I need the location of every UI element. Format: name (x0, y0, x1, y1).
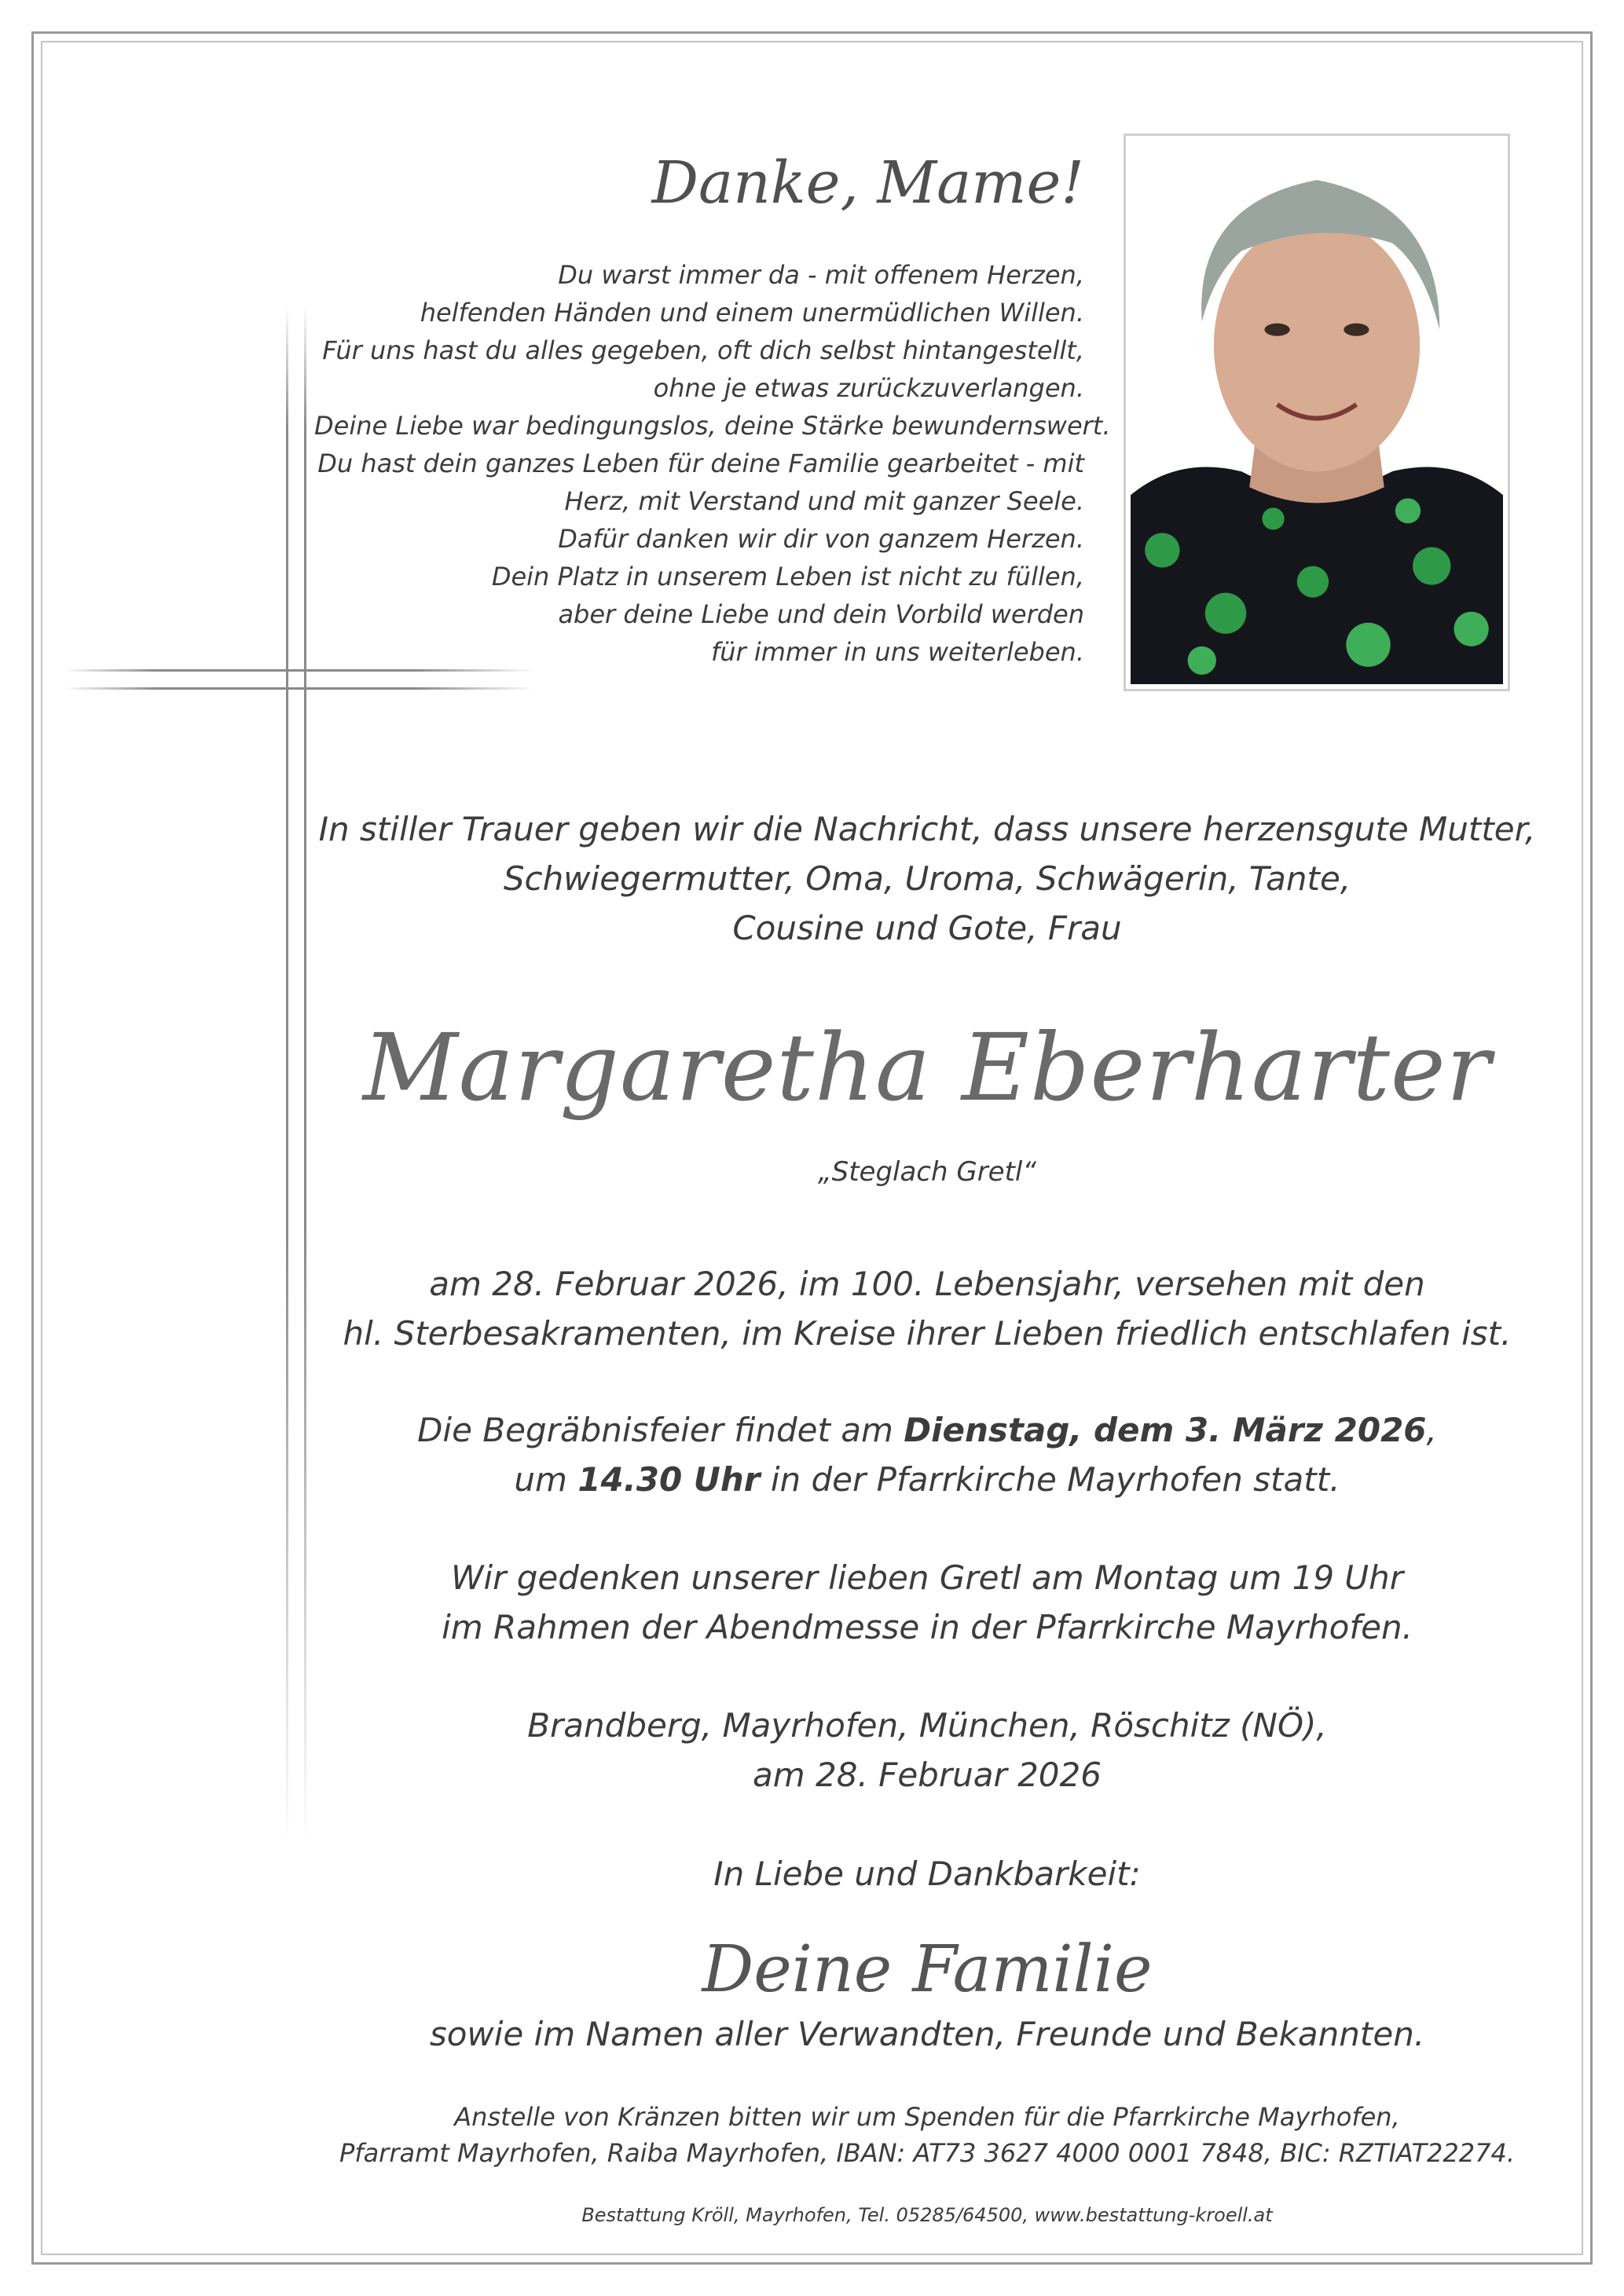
family-signature: Deine Familie (702, 1932, 1153, 2007)
memorial-line: im Rahmen der Abendmesse in der Pfarrkirche Mayrhofen. (442, 1608, 1413, 1646)
portrait-image (1131, 141, 1503, 684)
funeral-um: um (514, 1460, 578, 1499)
funeral-time: 14.30 Uhr (577, 1460, 761, 1499)
poem-line: Deine Liebe war bedingungslos, deine Stärke bewundernswert. (314, 411, 1111, 441)
funeral-prefix: Die Begräbnisfeier findet am (417, 1411, 904, 1449)
cross-center (288, 672, 304, 687)
relatives-line: sowie im Namen aller Verwandten, Freunde und Bekannten. (429, 2015, 1425, 2053)
deceased-name: Margaretha Eberharter (362, 1013, 1492, 1122)
poem-line: helfenden Händen und einem unermüdlichen Willen. (420, 298, 1084, 328)
poem-line: ohne je etwas zurückzuverlangen. (653, 373, 1084, 403)
closing-line: In Liebe und Dankbarkeit: (713, 1855, 1141, 1893)
funeral-date: Dienstag, dem 3. März 2026 (904, 1411, 1427, 1449)
death-notice (299, 1259, 1556, 1358)
place-and-date (299, 1701, 1556, 1800)
death-line: am 28. Februar 2026, im 100. Lebensjahr, versehen mit den (429, 1265, 1425, 1303)
deceased-nickname: „Steglach Gretl“ (818, 1156, 1036, 1188)
funeral-home-footer: Bestattung Kröll, Mayrhofen, Tel. 05285/64500, www.bestattung-kroell.at (581, 2204, 1273, 2226)
poem (314, 256, 1111, 671)
donation-line: Anstelle von Kränzen bitten wir um Spenden für die Pfarrkirche Mayrhofen, (454, 2102, 1400, 2132)
date-line: am 28. Februar 2026 (753, 1756, 1102, 1794)
poem-line: für immer in uns weiterleben. (710, 637, 1084, 667)
funeral-line-1 (299, 1405, 1556, 1455)
intro-line: Cousine und Gote, Frau (732, 909, 1122, 947)
intro-line: In stiller Trauer geben wir die Nachricht, dass unsere herzensgute Mutter, (318, 810, 1536, 848)
poem-line: Du hast dein ganzes Leben für deine Familie gearbeitet - mit (317, 449, 1084, 478)
funeral-line-2 (299, 1455, 1556, 1504)
places-line: Brandberg, Mayrhofen, München, Röschitz (NÖ), (527, 1706, 1327, 1745)
poem-line: Dafür danken wir dir von ganzem Herzen. (558, 524, 1084, 554)
portrait-photo (1124, 134, 1510, 691)
memorial-line: Wir gedenken unserer lieben Gretl am Montag um 19 Uhr (450, 1558, 1404, 1597)
funeral-info (299, 1405, 1556, 1504)
poem-line: Für uns hast du alles gegeben, oft dich selbst hintangestellt, (322, 335, 1084, 365)
poem-title: Danke, Mame! (651, 149, 1084, 217)
donation-line: Pfarramt Mayrhofen, Raiba Mayrhofen, IBAN: AT73 3627 4000 0001 7848, BIC: RZTIAT22274. (339, 2138, 1515, 2168)
intro-line: Schwiegermutter, Oma, Uroma, Schwägerin, Tante, (503, 859, 1351, 898)
poem-line: aber deine Liebe und dein Vorbild werden (558, 599, 1084, 629)
death-line: hl. Sterbesakramenten, im Kreise ihrer Lieben friedlich entschlafen ist. (343, 1314, 1512, 1353)
funeral-suffix: , (1426, 1411, 1437, 1449)
donation-request (299, 2099, 1556, 2171)
poem-line: Dein Platz in unserem Leben ist nicht zu füllen, (491, 562, 1084, 591)
poem-line: Du warst immer da - mit offenem Herzen, (558, 260, 1084, 290)
memorial-info (299, 1553, 1556, 1652)
announcement-intro (299, 804, 1556, 953)
funeral-place: in der Pfarrkirche Mayrhofen statt. (760, 1460, 1340, 1499)
poem-line: Herz, mit Verstand und mit ganzer Seele. (564, 486, 1084, 516)
